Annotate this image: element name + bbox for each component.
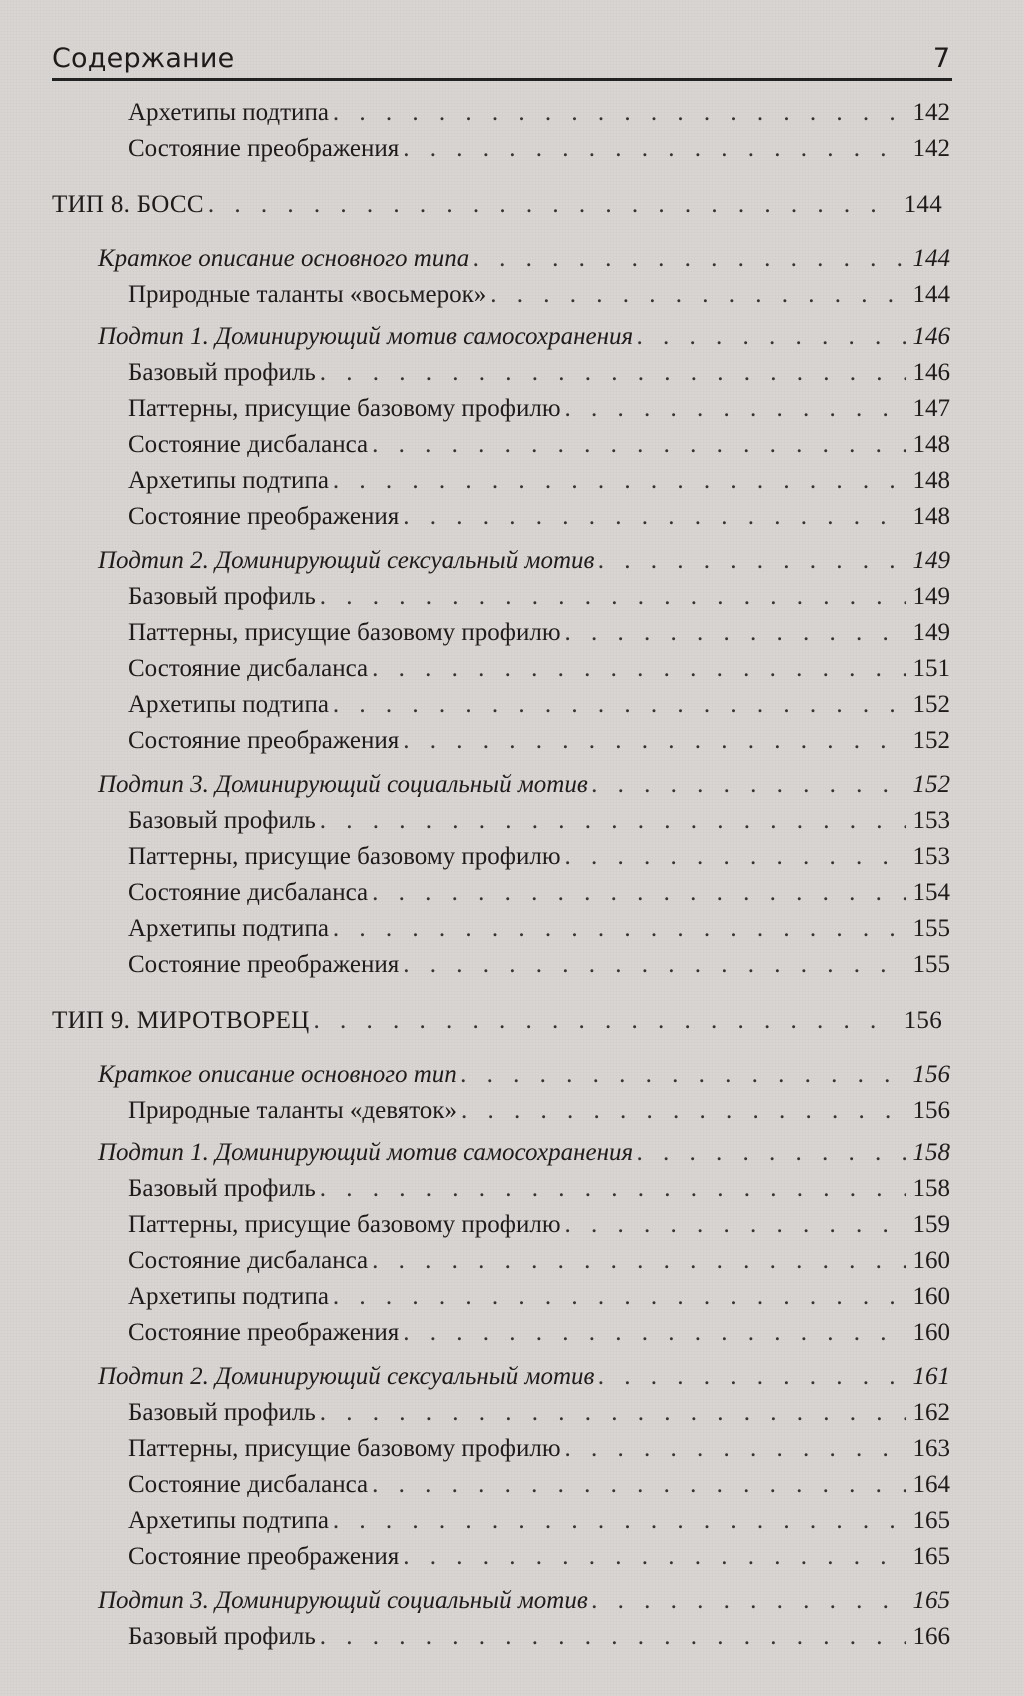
dot-leader bbox=[403, 1318, 906, 1348]
toc-chapter[interactable] bbox=[52, 190, 950, 220]
toc-entry-page: 148 bbox=[912, 503, 950, 530]
toc-entry-page: 162 bbox=[912, 1399, 950, 1426]
toc-entry-title: Состояние преображения bbox=[128, 1319, 400, 1346]
toc-entry-page: 158 bbox=[912, 1175, 950, 1202]
toc-subsection[interactable] bbox=[128, 842, 950, 872]
dot-leader bbox=[333, 98, 906, 128]
toc-entry-title: Состояние дисбаланса bbox=[128, 1247, 369, 1274]
toc-subsection[interactable] bbox=[128, 1622, 950, 1652]
toc-section[interactable] bbox=[98, 244, 950, 274]
toc-entry-title: Архетипы подтипа bbox=[128, 691, 329, 718]
toc-entry-title: Базовый профиль bbox=[128, 583, 316, 610]
dot-leader bbox=[461, 1096, 906, 1126]
toc-subsection[interactable] bbox=[128, 950, 950, 980]
toc-subsection[interactable] bbox=[128, 1282, 950, 1312]
dot-leader bbox=[565, 842, 906, 872]
toc-section[interactable] bbox=[98, 1586, 950, 1616]
toc-entry-page: 152 bbox=[912, 771, 950, 798]
dot-leader bbox=[372, 1470, 906, 1500]
toc-entry-page: 161 bbox=[912, 1363, 950, 1390]
toc-entry-title: Состояние дисбаланса bbox=[128, 1471, 369, 1498]
toc-subsection[interactable] bbox=[128, 618, 950, 648]
toc-entry-page: 160 bbox=[912, 1247, 950, 1274]
toc-section[interactable] bbox=[98, 1138, 950, 1168]
dot-leader bbox=[403, 134, 906, 164]
toc-entry-title: Базовый профиль bbox=[128, 1175, 316, 1202]
toc-subsection[interactable] bbox=[128, 690, 950, 720]
toc-entry-title: Подтип 1. Доминирующий мотив самосохранения bbox=[98, 1139, 634, 1166]
toc-chapter[interactable] bbox=[52, 1006, 950, 1036]
toc-subsection[interactable] bbox=[128, 1096, 950, 1126]
toc-entry-page: 144 bbox=[912, 245, 950, 272]
toc-subsection[interactable] bbox=[128, 502, 950, 532]
toc-entry-page: 166 bbox=[912, 1623, 950, 1650]
toc-entry-title: Архетипы подтипа bbox=[128, 1507, 329, 1534]
toc-entry-page: 142 bbox=[912, 135, 950, 162]
toc-entry-page: 163 bbox=[912, 1435, 950, 1462]
dot-leader bbox=[320, 582, 906, 612]
toc-entry-page: 165 bbox=[912, 1543, 950, 1570]
toc-entry-page: 149 bbox=[912, 619, 950, 646]
toc-subsection[interactable] bbox=[128, 280, 950, 310]
toc-entry-title: Базовый профиль bbox=[128, 1399, 316, 1426]
toc-entry-title: Состояние дисбаланса bbox=[128, 655, 369, 682]
toc-entry-page: 154 bbox=[912, 879, 950, 906]
toc-subsection[interactable] bbox=[128, 878, 950, 908]
toc-entry-page: 152 bbox=[912, 727, 950, 754]
toc-subsection[interactable] bbox=[128, 98, 950, 128]
toc-entry-page: 148 bbox=[912, 431, 950, 458]
toc-entry-page: 160 bbox=[912, 1283, 950, 1310]
dot-leader bbox=[598, 546, 906, 576]
toc-subsection[interactable] bbox=[128, 1174, 950, 1204]
dot-leader bbox=[473, 244, 906, 274]
dot-leader bbox=[490, 280, 906, 310]
toc-entry-page: 156 bbox=[903, 1007, 942, 1034]
toc-subsection[interactable] bbox=[128, 1542, 950, 1572]
dot-leader bbox=[320, 1622, 906, 1652]
toc-entry-title: Краткое описание основного типа bbox=[98, 245, 470, 272]
toc-entry-title: ТИП 9. МИРОТВОРЕЦ bbox=[52, 1007, 310, 1034]
toc-section[interactable] bbox=[98, 322, 950, 352]
toc-section[interactable] bbox=[98, 546, 950, 576]
dot-leader bbox=[372, 654, 906, 684]
toc-entry-page: 159 bbox=[912, 1211, 950, 1238]
toc-entry-title: Подтип 3. Доминирующий социальный мотив bbox=[98, 771, 588, 798]
toc-subsection[interactable] bbox=[128, 1434, 950, 1464]
dot-leader bbox=[320, 1398, 906, 1428]
dot-leader bbox=[461, 1060, 906, 1090]
toc-entry-title: Паттерны, присущие базовому профилю bbox=[128, 395, 561, 422]
toc-entry-page: 146 bbox=[912, 323, 950, 350]
toc-entry-page: 142 bbox=[912, 99, 950, 126]
toc-subsection[interactable] bbox=[128, 394, 950, 424]
toc-entry-page: 149 bbox=[912, 583, 950, 610]
toc-entry-page: 155 bbox=[912, 951, 950, 978]
toc-entry-page: 144 bbox=[903, 191, 942, 218]
toc-section[interactable] bbox=[98, 1060, 950, 1090]
toc-subsection[interactable] bbox=[128, 430, 950, 460]
running-head: Содержание bbox=[52, 43, 235, 74]
toc-subsection[interactable] bbox=[128, 914, 950, 944]
toc-subsection[interactable] bbox=[128, 1398, 950, 1428]
dot-leader bbox=[592, 1586, 906, 1616]
dot-leader bbox=[333, 466, 906, 496]
toc-entry-title: Базовый профиль bbox=[128, 807, 316, 834]
toc-entry-title: ТИП 8. БОСС bbox=[52, 191, 204, 218]
toc-entry-page: 146 bbox=[912, 359, 950, 386]
dot-leader bbox=[598, 1362, 906, 1392]
page-number: 7 bbox=[932, 43, 950, 74]
toc-entry-title: Подтип 2. Доминирующий сексуальный мотив bbox=[98, 547, 595, 574]
page-header bbox=[52, 38, 952, 81]
toc-entry-title: Архетипы подтипа bbox=[128, 915, 329, 942]
dot-leader bbox=[320, 806, 906, 836]
toc-entry-title: Подтип 3. Доминирующий социальный мотив bbox=[98, 1587, 588, 1614]
dot-leader bbox=[637, 1138, 906, 1168]
dot-leader bbox=[565, 1434, 906, 1464]
toc-entry-title: Природные таланты «восьмерок» bbox=[128, 281, 487, 308]
toc-entry-page: 151 bbox=[912, 655, 950, 682]
toc-entry-title: Паттерны, присущие базовому профилю bbox=[128, 1211, 561, 1238]
dot-leader bbox=[565, 618, 906, 648]
toc-entry-page: 165 bbox=[912, 1507, 950, 1534]
toc-entry-title: Состояние дисбаланса bbox=[128, 879, 369, 906]
dot-leader bbox=[592, 770, 906, 800]
toc-subsection[interactable] bbox=[128, 134, 950, 164]
toc-subsection[interactable] bbox=[128, 582, 950, 612]
toc-entry-title: Подтип 1. Доминирующий мотив самосохранения bbox=[98, 323, 634, 350]
toc-subsection[interactable] bbox=[128, 726, 950, 756]
dot-leader bbox=[372, 1246, 906, 1276]
toc-section[interactable] bbox=[98, 1362, 950, 1392]
dot-leader bbox=[565, 394, 906, 424]
toc-entry-title: Состояние преображения bbox=[128, 1543, 400, 1570]
toc-subsection[interactable] bbox=[128, 806, 950, 836]
toc-entry-page: 144 bbox=[912, 281, 950, 308]
toc-entry-page: 153 bbox=[912, 807, 950, 834]
toc-section[interactable] bbox=[98, 770, 950, 800]
toc-entry-title: Состояние преображения bbox=[128, 135, 400, 162]
dot-leader bbox=[403, 1542, 906, 1572]
toc-entry-title: Паттерны, присущие базовому профилю bbox=[128, 619, 561, 646]
toc-entry-title: Архетипы подтипа bbox=[128, 467, 329, 494]
toc-entry-page: 155 bbox=[912, 915, 950, 942]
toc-subsection[interactable] bbox=[128, 358, 950, 388]
dot-leader bbox=[637, 322, 906, 352]
toc-entry-title: Природные таланты «девяток» bbox=[128, 1097, 457, 1124]
toc-entry-page: 160 bbox=[912, 1319, 950, 1346]
toc-entry-page: 147 bbox=[912, 395, 950, 422]
toc-entry-title: Базовый профиль bbox=[128, 1623, 316, 1650]
toc-entry-title: Краткое описание основного тип bbox=[98, 1061, 457, 1088]
toc-subsection[interactable] bbox=[128, 654, 950, 684]
toc-entry-title: Паттерны, присущие базовому профилю bbox=[128, 843, 561, 870]
dot-leader bbox=[333, 1506, 906, 1536]
toc-subsection[interactable] bbox=[128, 1470, 950, 1500]
toc-subsection[interactable] bbox=[128, 466, 950, 496]
toc-entry-title: Состояние преображения bbox=[128, 503, 400, 530]
toc-entry-title: Подтип 2. Доминирующий сексуальный мотив bbox=[98, 1363, 595, 1390]
toc-entry-title: Паттерны, присущие базовому профилю bbox=[128, 1435, 561, 1462]
toc-entry-title: Состояние преображения bbox=[128, 727, 400, 754]
toc-subsection[interactable] bbox=[128, 1318, 950, 1348]
dot-leader bbox=[403, 950, 906, 980]
dot-leader bbox=[372, 430, 906, 460]
toc-entry-page: 158 bbox=[912, 1139, 950, 1166]
toc-entry-page: 156 bbox=[912, 1097, 950, 1124]
dot-leader bbox=[333, 1282, 906, 1312]
dot-leader bbox=[208, 190, 898, 220]
dot-leader bbox=[314, 1006, 898, 1036]
dot-leader bbox=[372, 878, 906, 908]
dot-leader bbox=[320, 358, 906, 388]
toc-entry-page: 152 bbox=[912, 691, 950, 718]
dot-leader bbox=[403, 726, 906, 756]
toc-entry-page: 164 bbox=[912, 1471, 950, 1498]
toc-entry-page: 148 bbox=[912, 467, 950, 494]
dot-leader bbox=[333, 690, 906, 720]
dot-leader bbox=[403, 502, 906, 532]
toc-subsection[interactable] bbox=[128, 1246, 950, 1276]
dot-leader bbox=[320, 1174, 906, 1204]
toc-subsection[interactable] bbox=[128, 1506, 950, 1536]
toc-entry-page: 153 bbox=[912, 843, 950, 870]
toc-entry-title: Состояние дисбаланса bbox=[128, 431, 369, 458]
toc-entry-page: 149 bbox=[912, 547, 950, 574]
toc-entry-page: 165 bbox=[912, 1587, 950, 1614]
dot-leader bbox=[333, 914, 906, 944]
toc-entry-title: Базовый профиль bbox=[128, 359, 316, 386]
toc-entry-title: Архетипы подтипа bbox=[128, 1283, 329, 1310]
toc-entry-page: 156 bbox=[912, 1061, 950, 1088]
toc-subsection[interactable] bbox=[128, 1210, 950, 1240]
toc-entry-title: Состояние преображения bbox=[128, 951, 400, 978]
toc-entry-title: Архетипы подтипа bbox=[128, 99, 329, 126]
dot-leader bbox=[565, 1210, 906, 1240]
